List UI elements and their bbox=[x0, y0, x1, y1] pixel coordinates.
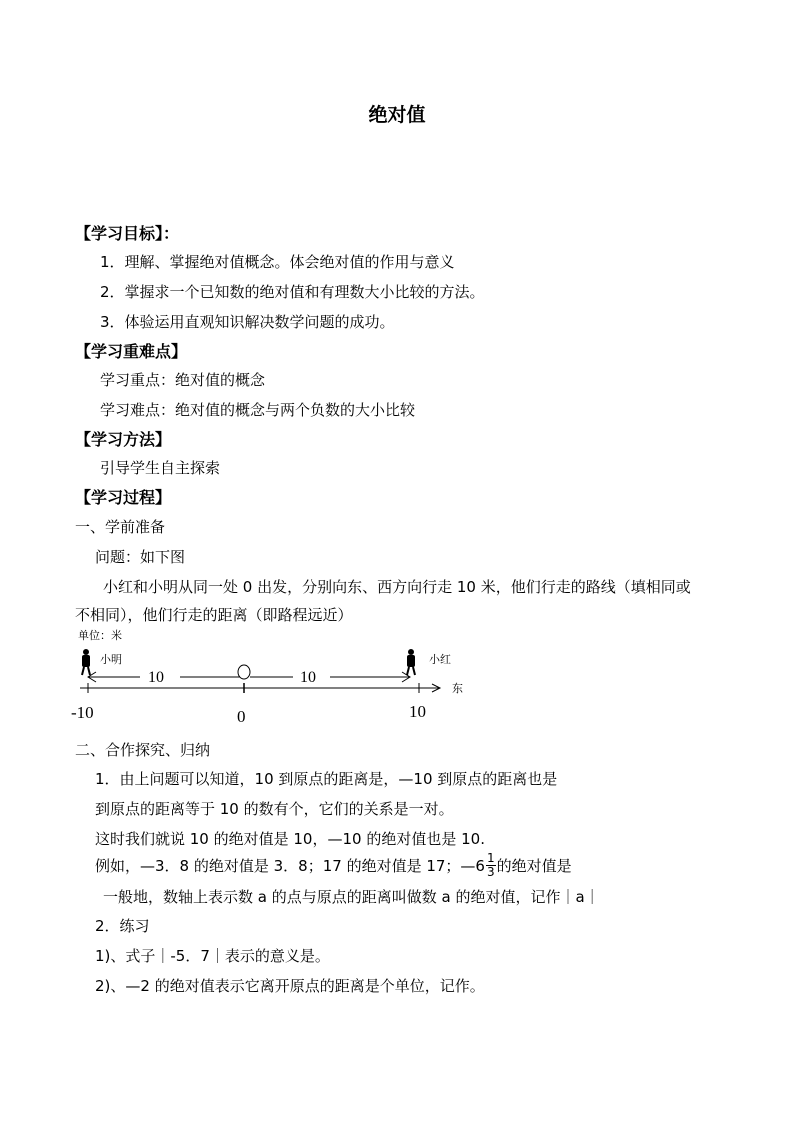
unit-label: 单位：米 bbox=[78, 630, 122, 642]
practice-q2: 2)、—2 的绝对值表示它离开原点的距离是个单位，记作。 bbox=[95, 977, 485, 995]
definition-text: 一般地，数轴上表示数 a 的点与原点的距离叫做数 a 的绝对值，记作｜a｜ bbox=[103, 888, 600, 906]
fraction-denominator: 3 bbox=[486, 864, 495, 879]
xiaoming-label: 小明 bbox=[100, 654, 122, 666]
section1-title: 一、学前准备 bbox=[75, 518, 166, 536]
process-heading: 【学习过程】 bbox=[75, 488, 172, 507]
section2-title: 二、合作探究、归纳 bbox=[75, 741, 211, 759]
keypoints-heading: 【学习重难点】 bbox=[75, 342, 188, 361]
left-distance: 10 bbox=[148, 669, 164, 686]
focus-text: 学习重点：绝对值的概念 bbox=[100, 371, 266, 389]
practice-heading: 2．练习 bbox=[95, 917, 150, 935]
section2-line-1: 1．由上问题可以知道，10 到原点的距离是，—10 到原点的距离也是 bbox=[95, 770, 558, 788]
tick-label-origin: 0 bbox=[237, 707, 246, 725]
tick-label-right: 10 bbox=[409, 702, 426, 721]
example-text-pre: 例如，—3．8 的绝对值是 3．8；17 的绝对值是 17；—6 bbox=[95, 856, 485, 875]
section2-line-4 bbox=[95, 850, 572, 880]
story-line-1: 小红和小明从同一处 0 出发，分别向东、西方向行走 10 米，他们行走的路线（填相同或 bbox=[103, 578, 691, 596]
fraction-numerator: 1 bbox=[486, 850, 495, 865]
person-icon-xiaohong bbox=[407, 649, 415, 675]
practice-q1: 1)、式子｜-5．7｜表示的意义是。 bbox=[95, 947, 330, 965]
goal-item: 3．体验运用直观知识解决数学问题的成功。 bbox=[100, 313, 395, 331]
tick-label-left: -10 bbox=[71, 703, 94, 722]
xiaohong-label: 小红 bbox=[429, 654, 451, 666]
goal-item: 1．理解、掌握绝对值概念。体会绝对值的作用与意义 bbox=[100, 253, 455, 271]
mixed-fraction bbox=[486, 852, 496, 879]
story-line-2: 不相同），他们行走的距离（即路程远近） bbox=[75, 606, 353, 624]
method-text: 引导学生自主探索 bbox=[100, 459, 221, 477]
goals-heading: 【学习目标】： bbox=[75, 224, 180, 243]
question-text: 问题：如下图 bbox=[95, 548, 186, 566]
east-label: 东 bbox=[452, 683, 463, 695]
page-title: 绝对值 bbox=[368, 104, 426, 126]
right-distance: 10 bbox=[300, 669, 316, 686]
section2-line-2: 到原点的距离等于 10 的数有个，它们的关系是一对。 bbox=[95, 800, 454, 818]
goal-item: 2．掌握求一个已知数的绝对值和有理数大小比较的方法。 bbox=[100, 283, 485, 301]
person-icon-xiaoming bbox=[82, 649, 90, 675]
difficulty-text: 学习难点：绝对值的概念与两个负数的大小比较 bbox=[100, 401, 416, 419]
section2-line-3: 这时我们就说 10 的绝对值是 10，—10 的绝对值也是 10. bbox=[95, 830, 485, 848]
origin-circle-icon bbox=[238, 665, 250, 679]
method-heading: 【学习方法】 bbox=[75, 430, 172, 449]
example-text-post: 的绝对值是 bbox=[496, 856, 572, 875]
number-line-diagram bbox=[68, 625, 488, 725]
